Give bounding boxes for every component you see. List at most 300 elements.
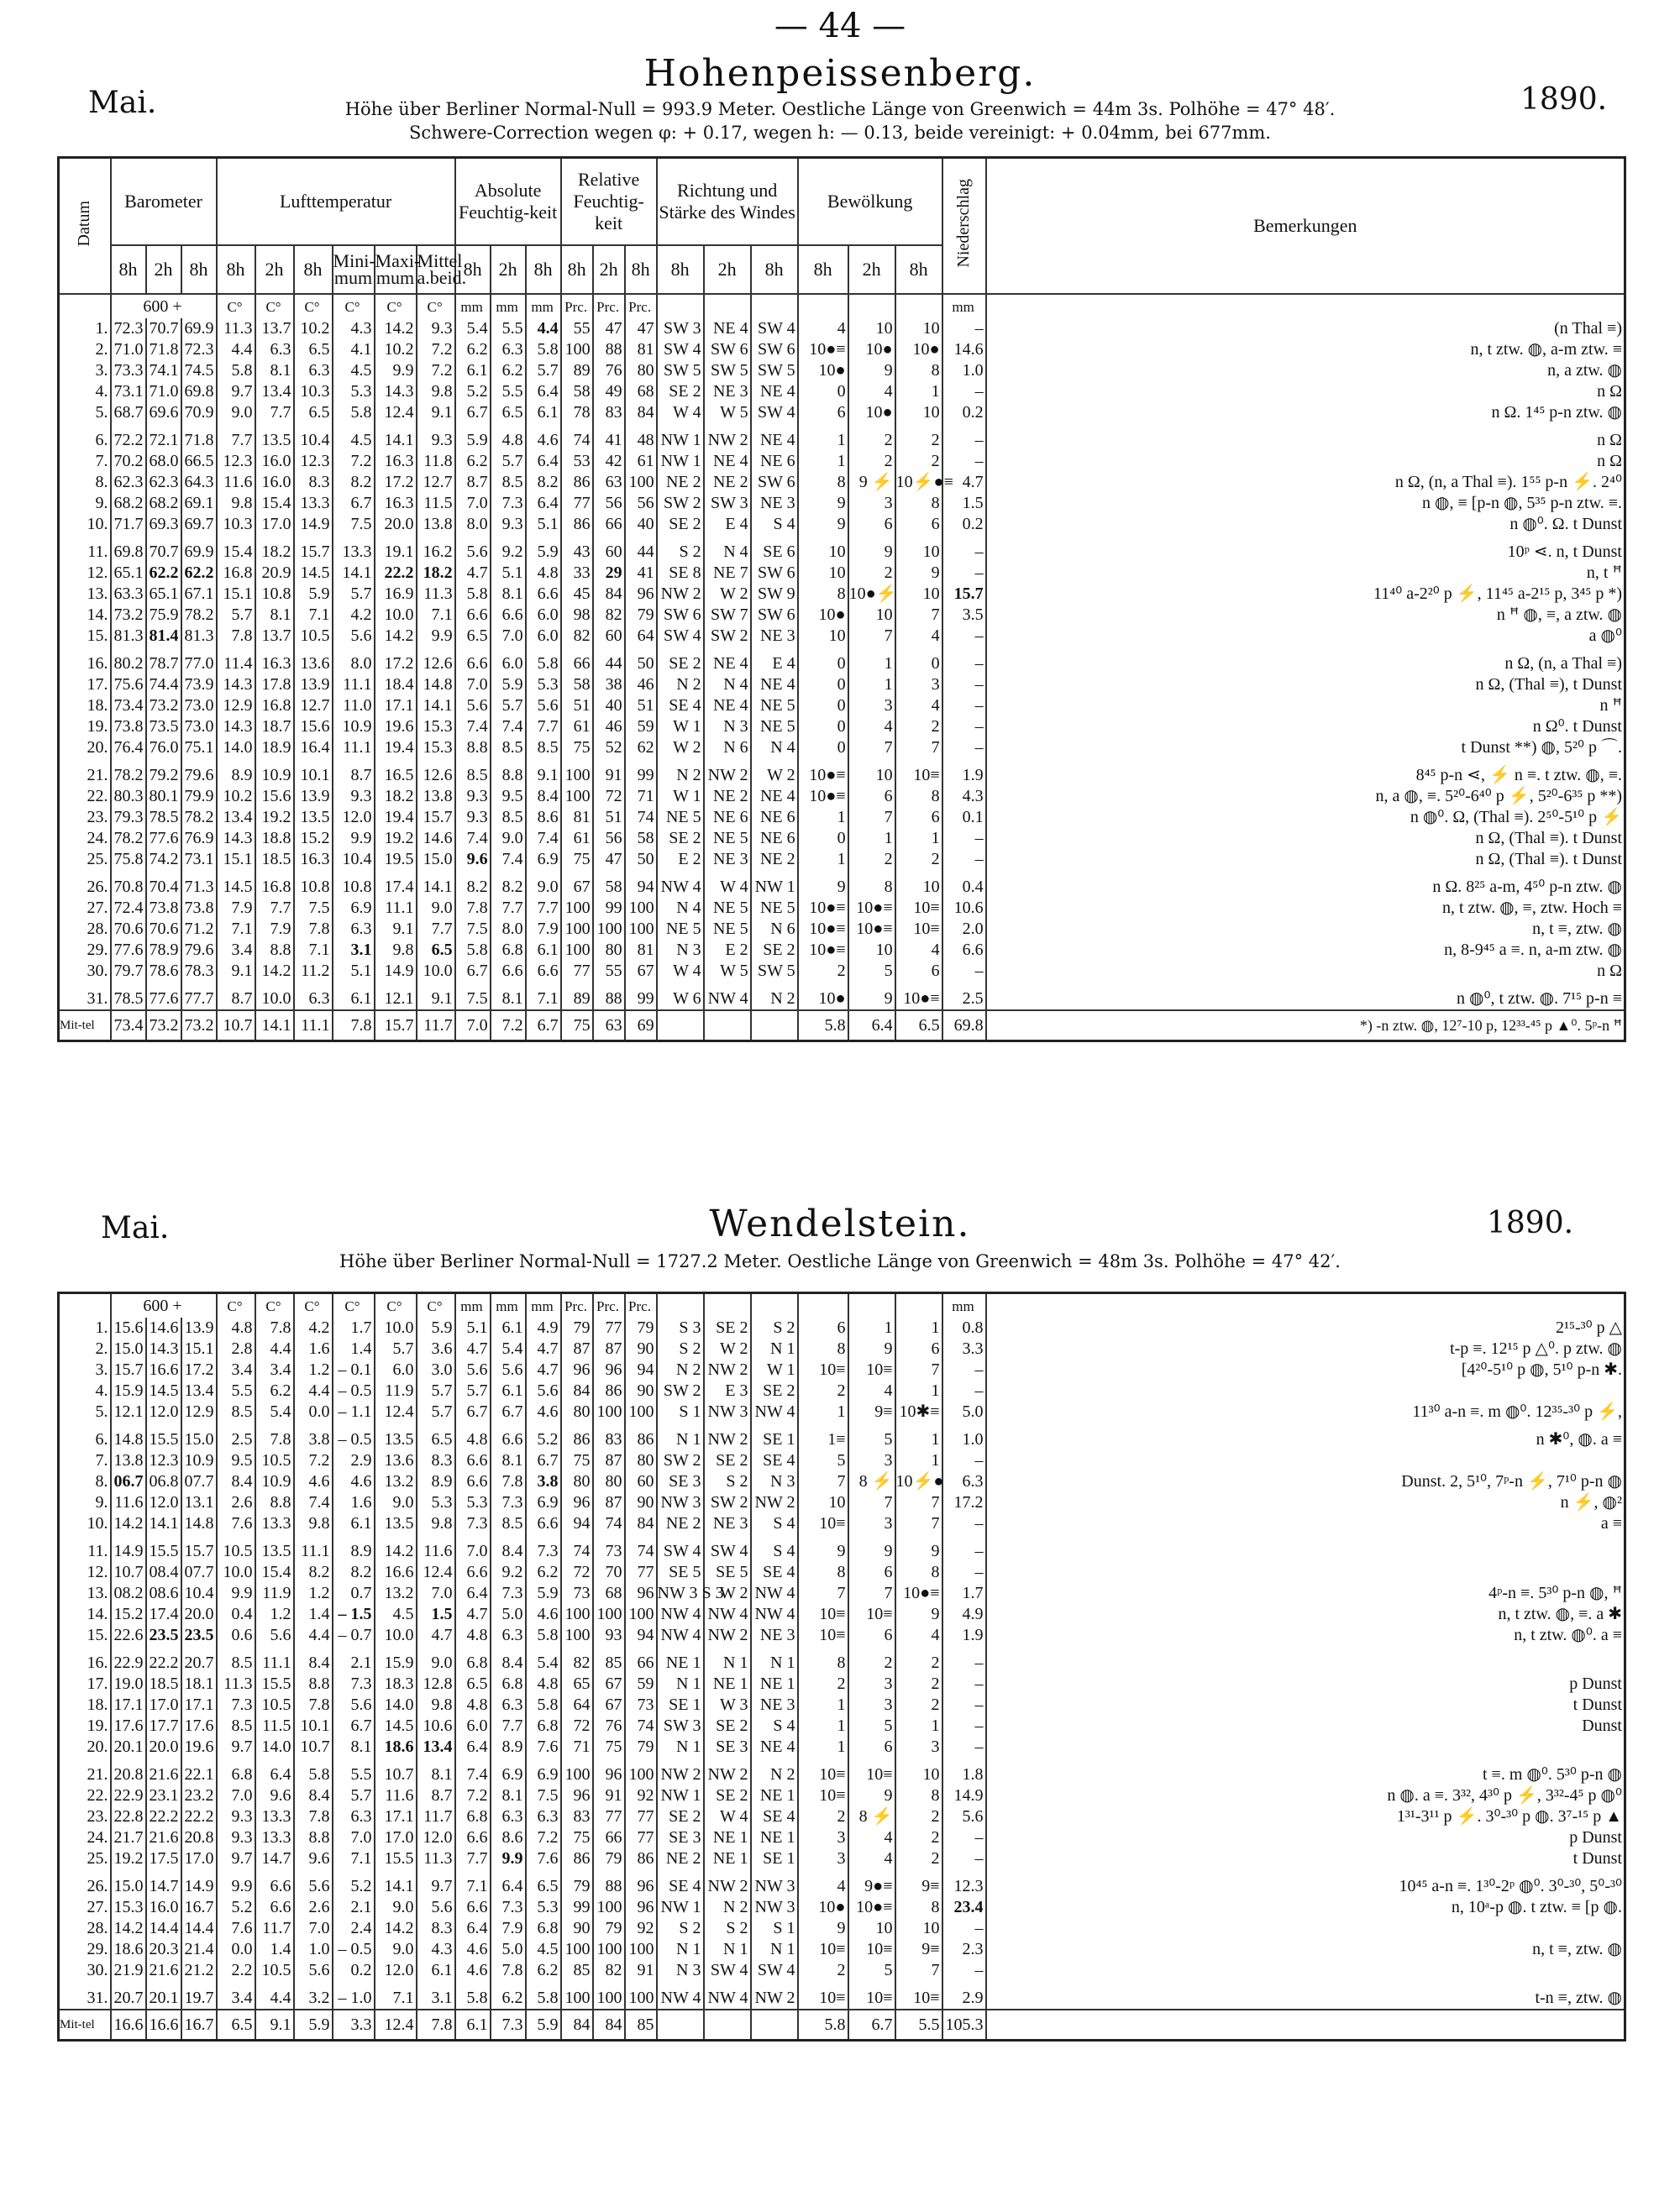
spacer (751, 1646, 798, 1653)
spacer (491, 1981, 526, 1988)
value-cell: 14.9 (111, 1541, 146, 1562)
value-cell: 15.7 (294, 542, 333, 563)
value-cell: 8.5 (491, 1513, 526, 1534)
value-cell: 77 (625, 1562, 657, 1583)
date-cell: 16. (59, 1653, 111, 1674)
spacer (625, 1758, 657, 1764)
subheader-h8-20: 8h (895, 245, 942, 294)
value-cell: 13.6 (375, 1450, 417, 1471)
table-row (59, 1939, 1625, 1960)
value-cell: 4.8 (526, 1674, 561, 1695)
value-cell: 7.4 (491, 849, 526, 870)
table-row (59, 430, 1625, 451)
value-cell: 100 (593, 1897, 625, 1918)
value-cell: 1 (848, 653, 895, 674)
value-cell: 9.3 (217, 1806, 255, 1827)
value-cell: NW 2 (657, 1764, 704, 1785)
spacer (375, 1869, 417, 1876)
value-cell: 10 (895, 877, 942, 898)
spacer (657, 758, 704, 765)
value-cell: S 4 (751, 1513, 798, 1534)
value-cell: 74.4 (146, 674, 181, 695)
value-cell: 15.0 (111, 1339, 146, 1360)
date-cell: 12. (59, 563, 111, 584)
value-cell: 1 (848, 674, 895, 695)
value-cell: 18.5 (255, 849, 294, 870)
value-cell: 5.7 (417, 1402, 455, 1423)
value-cell: 10≡ (798, 1764, 848, 1785)
spacer (704, 870, 751, 877)
value-cell: 6.8 (455, 1806, 491, 1827)
value-cell: 3.3 (942, 1339, 986, 1360)
value-cell: 3.0 (417, 1360, 455, 1381)
value-cell: S 1 (751, 1918, 798, 1939)
value-cell: 15.5 (146, 1541, 181, 1562)
value-cell: N 1 (704, 1939, 751, 1960)
value-cell: 10≡ (895, 898, 942, 919)
value-cell: 6.4 (455, 1583, 491, 1604)
unit-cell: C° (375, 1294, 417, 1318)
value-cell: 7.1 (375, 1988, 417, 2010)
value-cell: 56 (593, 493, 625, 514)
spacer (625, 758, 657, 765)
value-cell: – (942, 1562, 986, 1583)
spacer (593, 423, 625, 430)
value-cell: 100 (625, 1939, 657, 1960)
value-cell: SW 2 (704, 1492, 751, 1513)
spacer (217, 647, 255, 653)
value-cell: 2 (848, 849, 895, 870)
value-cell: 11.5 (417, 493, 455, 514)
unit-cell (751, 294, 798, 318)
value-cell: 11.1 (255, 1653, 294, 1674)
value-cell: 81 (561, 807, 593, 828)
value-cell: 14.6 (417, 828, 455, 849)
value-cell: 14.7 (146, 1876, 181, 1897)
spacer (255, 1758, 294, 1764)
value-cell: 11.3 (417, 584, 455, 605)
value-cell: 10.0 (375, 605, 417, 626)
spacer (59, 1869, 111, 1876)
mean-cell (657, 2010, 704, 2041)
value-cell: 83 (593, 402, 625, 423)
value-cell: W 3 (704, 1695, 751, 1716)
unit-cell: Prc. (561, 294, 593, 318)
date-cell: 21. (59, 1764, 111, 1785)
value-cell: S 4 (751, 1716, 798, 1737)
value-cell: 43 (561, 542, 593, 563)
value-cell: 6.9 (526, 1764, 561, 1785)
value-cell: 3 (895, 674, 942, 695)
value-cell: NW 4 (657, 1625, 704, 1646)
value-cell: 1.6 (294, 1339, 333, 1360)
value-cell: 3.8 (294, 1429, 333, 1450)
value-cell: 2.1 (333, 1653, 375, 1674)
remarks-cell: 10⁴⁵ a-n ≡. 1³⁰-2ᵖ ◍⁰. 3⁰-³⁰, 5⁰-³⁰ (986, 1876, 1625, 1897)
subheader-h2-16: 2h (704, 245, 751, 294)
value-cell: 7.9 (217, 898, 255, 919)
value-cell: 58 (561, 674, 593, 695)
value-cell: – (942, 626, 986, 647)
value-cell: 10.8 (333, 877, 375, 898)
spacer (455, 982, 491, 988)
value-cell: 83 (561, 1806, 593, 1827)
spacer (895, 647, 942, 653)
value-cell: 9.0 (375, 1939, 417, 1960)
value-cell: 8.2 (455, 877, 491, 898)
table-row (59, 472, 1625, 493)
spacer (895, 1869, 942, 1876)
value-cell: N 2 (657, 765, 704, 786)
spacer (942, 1981, 986, 1988)
value-cell: 100 (625, 1604, 657, 1625)
spacer (986, 870, 1625, 877)
spacer (751, 758, 798, 765)
spacer (59, 1758, 111, 1764)
value-cell: 10≡ (798, 1625, 848, 1646)
value-cell: 64.3 (181, 472, 217, 493)
value-cell: 7.6 (526, 1737, 561, 1758)
value-cell: NW 4 (657, 1988, 704, 2010)
spacer (526, 1869, 561, 1876)
value-cell: 6.0 (455, 1716, 491, 1737)
value-cell: 0 (798, 695, 848, 716)
value-cell: 5 (848, 961, 895, 982)
value-cell: W 1 (657, 716, 704, 737)
value-cell: SE 2 (657, 514, 704, 535)
value-cell: 8.3 (417, 1918, 455, 1939)
value-cell: 14.3 (146, 1339, 181, 1360)
spacer (526, 647, 561, 653)
value-cell: 9.3 (455, 807, 491, 828)
value-cell: 9.3 (217, 1827, 255, 1848)
spacer (181, 1758, 217, 1764)
value-cell: 7.0 (333, 1827, 375, 1848)
value-cell: 0.4 (217, 1604, 255, 1625)
value-cell: 1.7 (942, 1583, 986, 1604)
value-cell: 61 (561, 828, 593, 849)
date-cell: 18. (59, 1695, 111, 1716)
value-cell: W 5 (704, 961, 751, 982)
subheader-h8-14: 8h (625, 245, 657, 294)
value-cell: 8 (895, 1785, 942, 1806)
value-cell: SW 3 (657, 318, 704, 339)
value-cell: 96 (625, 584, 657, 605)
value-cell: 73.2 (146, 695, 181, 716)
value-cell: 80 (561, 1471, 593, 1492)
value-cell: 71.2 (181, 919, 217, 940)
value-cell: 90 (625, 1381, 657, 1402)
value-cell: 66.5 (181, 451, 217, 472)
table-row (59, 402, 1625, 423)
value-cell: 100 (561, 1625, 593, 1646)
value-cell: 8.7 (417, 1785, 455, 1806)
value-cell: 3 (848, 493, 895, 514)
remarks-cell: p Dunst (986, 1674, 1625, 1695)
value-cell: 5.9 (526, 542, 561, 563)
value-cell: 16.3 (375, 493, 417, 514)
value-cell: 7.1 (294, 940, 333, 961)
spacer (798, 1646, 848, 1653)
spacer (455, 1981, 491, 1988)
value-cell: 84 (625, 1513, 657, 1534)
value-cell: 7.3 (333, 1674, 375, 1695)
value-cell: 17.1 (375, 695, 417, 716)
value-cell: 70.8 (111, 877, 146, 898)
unit-cell: Prc. (625, 294, 657, 318)
value-cell: 100 (625, 1764, 657, 1785)
value-cell: NW 1 (657, 1785, 704, 1806)
value-cell: NE 5 (751, 898, 798, 919)
spacer (798, 1869, 848, 1876)
datum-label: Datum (75, 200, 94, 247)
value-cell: 14.2 (111, 1513, 146, 1534)
value-cell: W 4 (704, 1806, 751, 1827)
remarks-cell (986, 1381, 1625, 1402)
value-cell: SW 6 (751, 605, 798, 626)
value-cell: 16.4 (294, 737, 333, 758)
value-cell: 20.8 (181, 1827, 217, 1848)
mean-cell: 75 (561, 1010, 593, 1041)
value-cell: 7 (848, 737, 895, 758)
mean-cell: 7.0 (455, 1010, 491, 1041)
value-cell: 5.8 (294, 1764, 333, 1785)
value-cell: 6 (895, 1339, 942, 1360)
value-cell: 11.8 (417, 451, 455, 472)
spacer (417, 982, 455, 988)
value-cell: 77.0 (181, 653, 217, 674)
value-cell: 5.8 (455, 1988, 491, 2010)
value-cell: N 4 (704, 674, 751, 695)
subheader-h2-1: 2h (146, 245, 181, 294)
value-cell: SE 6 (751, 542, 798, 563)
value-cell: 6 (895, 961, 942, 982)
spacer (375, 535, 417, 542)
unit-cell (798, 294, 848, 318)
value-cell: 14.3 (217, 674, 255, 695)
date-cell: 6. (59, 1429, 111, 1450)
value-cell: 22.2 (146, 1653, 181, 1674)
value-cell: 4.7 (942, 472, 986, 493)
value-cell: NE 2 (704, 472, 751, 493)
value-cell: N 2 (751, 988, 798, 1010)
spacer (704, 423, 751, 430)
value-cell: 13.4 (217, 807, 255, 828)
spacer (942, 1869, 986, 1876)
value-cell: 13.8 (417, 786, 455, 807)
mean-cell: 7.3 (491, 2010, 526, 2041)
remarks-cell: t ≡. m ◍⁰. 5³⁰ p-n ◍ (986, 1764, 1625, 1785)
value-cell: 19.2 (255, 807, 294, 828)
spacer (111, 982, 146, 988)
value-cell: 84 (561, 1381, 593, 1402)
spacer (491, 1423, 526, 1429)
value-cell: 72.3 (111, 318, 146, 339)
table-row (59, 695, 1625, 716)
value-cell: 10 (848, 605, 895, 626)
value-cell: 20.0 (181, 1604, 217, 1625)
value-cell: 72 (593, 786, 625, 807)
value-cell: 19.6 (375, 716, 417, 737)
value-cell: 99 (625, 988, 657, 1010)
value-cell: 10.3 (294, 381, 333, 402)
spacer (942, 758, 986, 765)
value-cell: N 2 (657, 1360, 704, 1381)
value-cell: 70.6 (111, 919, 146, 940)
unit-cell (895, 294, 942, 318)
value-cell: 79.6 (181, 940, 217, 961)
value-cell: 6.6 (455, 1897, 491, 1918)
value-cell: 1 (798, 430, 848, 451)
spacer (417, 535, 455, 542)
value-cell: N 1 (657, 1939, 704, 1960)
remarks-cell: Dunst. 2, 5¹⁰, 7ᵖ-n ⚡, 7¹⁰ p-n ◍ (986, 1471, 1625, 1492)
spacer (986, 758, 1625, 765)
value-cell: NW 2 (704, 430, 751, 451)
value-cell: 5.4 (491, 1339, 526, 1360)
value-cell: 3 (848, 1450, 895, 1471)
niederschlag-label: Niederschlag (954, 179, 974, 268)
value-cell: 8.1 (417, 1764, 455, 1785)
date-cell: 7. (59, 451, 111, 472)
value-cell: 9.0 (491, 828, 526, 849)
value-cell: SW 5 (704, 360, 751, 381)
spacer (526, 423, 561, 430)
value-cell: 77 (561, 493, 593, 514)
value-cell: 81 (625, 339, 657, 360)
value-cell: NW 4 (657, 1604, 704, 1625)
value-cell: 08.4 (146, 1562, 181, 1583)
remarks-cell: n Ω (986, 381, 1625, 402)
value-cell: 14.4 (146, 1918, 181, 1939)
spacer (593, 870, 625, 877)
value-cell: 5.7 (491, 451, 526, 472)
date-cell: 8. (59, 1471, 111, 1492)
spacer (798, 647, 848, 653)
value-cell: 5.5 (333, 1764, 375, 1785)
value-cell: 8.8 (255, 1492, 294, 1513)
value-cell: 2 (895, 1806, 942, 1827)
value-cell: 5.6 (333, 626, 375, 647)
value-cell: 2 (895, 1695, 942, 1716)
value-cell: 8 (798, 1339, 848, 1360)
value-cell: 8.9 (217, 765, 255, 786)
remarks-cell (986, 1562, 1625, 1583)
value-cell: 12.9 (181, 1402, 217, 1423)
value-cell: 14.2 (375, 626, 417, 647)
table-row (59, 1764, 1625, 1785)
value-cell: 2.5 (942, 988, 986, 1010)
value-cell: 11.5 (255, 1716, 294, 1737)
value-cell: 9.3 (455, 786, 491, 807)
table-row (59, 1513, 1625, 1534)
value-cell: 90 (625, 1339, 657, 1360)
value-cell: 2.5 (217, 1429, 255, 1450)
section-month-hohen: Mai. (88, 86, 157, 120)
value-cell: 0.7 (333, 1583, 375, 1604)
value-cell: 5.0 (491, 1604, 526, 1625)
spacer (375, 1646, 417, 1653)
value-cell: 85 (593, 1653, 625, 1674)
value-cell: 8.5 (455, 765, 491, 786)
table-row (59, 1737, 1625, 1758)
value-cell: 4 (798, 1876, 848, 1897)
unit-cell: C° (333, 1294, 375, 1318)
spacer (895, 1534, 942, 1541)
value-cell: 9.6 (294, 1848, 333, 1869)
value-cell: 08.6 (146, 1583, 181, 1604)
value-cell: 22.8 (111, 1806, 146, 1827)
mean-row (59, 2010, 1625, 2041)
value-cell: 72.4 (111, 898, 146, 919)
value-cell: 8 (895, 786, 942, 807)
spacer (59, 1534, 111, 1541)
value-cell: 77.7 (181, 988, 217, 1010)
value-cell: 61 (625, 451, 657, 472)
value-cell: 81.4 (146, 626, 181, 647)
spacer (942, 870, 986, 877)
value-cell: 9.2 (491, 1562, 526, 1583)
value-cell: NE 3 (751, 626, 798, 647)
value-cell: 9.7 (217, 381, 255, 402)
value-cell: 4.7 (455, 1339, 491, 1360)
value-cell: 9.8 (294, 1513, 333, 1534)
remarks-cell: n Ω, (n, a Thal ≡) (986, 653, 1625, 674)
value-cell: 71.0 (146, 381, 181, 402)
spacer (59, 1981, 111, 1988)
date-cell: 9. (59, 1492, 111, 1513)
table-row (59, 653, 1625, 674)
value-cell: 64 (561, 1695, 593, 1716)
value-cell: SE 2 (704, 1450, 751, 1471)
spacer (657, 535, 704, 542)
value-cell: 81 (625, 940, 657, 961)
value-cell: SE 2 (704, 1785, 751, 1806)
section-month-wendel: Mai. (101, 1211, 170, 1245)
value-cell: NW 2 (704, 1625, 751, 1646)
value-cell: NE 3 (751, 1625, 798, 1646)
subheader-h8-9: 8h (455, 245, 491, 294)
value-cell: 06.7 (111, 1471, 146, 1492)
value-cell: 6 (798, 1318, 848, 1339)
value-cell: 0 (798, 716, 848, 737)
value-cell: 4.7 (526, 1360, 561, 1381)
date-cell: 9. (59, 493, 111, 514)
value-cell: 5.3 (526, 674, 561, 695)
value-cell: 21.6 (146, 1764, 181, 1785)
value-cell: SE 2 (704, 1318, 751, 1339)
value-cell: 10.6 (942, 898, 986, 919)
value-cell: 4 (848, 1827, 895, 1848)
value-cell: 0 (895, 653, 942, 674)
value-cell: 6.1 (333, 988, 375, 1010)
value-cell: 13.7 (255, 318, 294, 339)
value-cell: 17.0 (146, 1695, 181, 1716)
value-cell: – (942, 1960, 986, 1981)
value-cell: 0 (798, 828, 848, 849)
value-cell: 4.3 (333, 318, 375, 339)
value-cell: 9.7 (417, 1876, 455, 1897)
value-cell: 14.5 (146, 1381, 181, 1402)
mean-cell: 6.5 (895, 1010, 942, 1041)
spacer (146, 758, 181, 765)
spacer (146, 647, 181, 653)
value-cell: 5.5 (491, 381, 526, 402)
value-cell: 15.2 (111, 1604, 146, 1625)
value-cell: 2.0 (942, 919, 986, 940)
value-cell: 8.2 (333, 1562, 375, 1583)
value-cell: 6.5 (455, 626, 491, 647)
